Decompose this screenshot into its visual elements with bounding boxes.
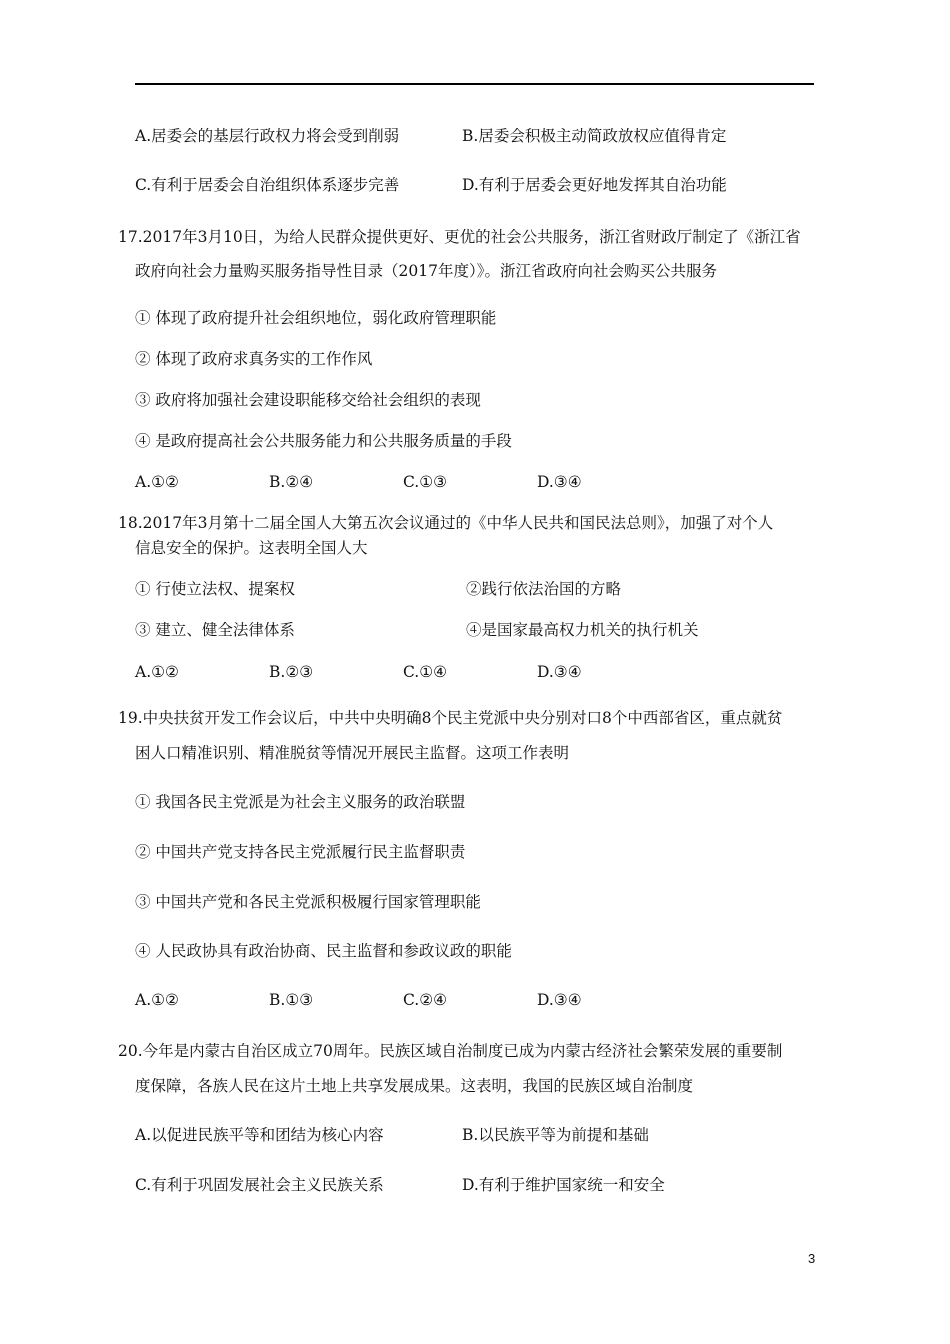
q20-option-a: A.以促进民族平等和团结为核心内容 (135, 1126, 384, 1144)
q16-option-d: D.有利于居委会更好地发挥其自治功能 (462, 176, 727, 194)
q18-stem-line1: 18.2017年3月第十二届全国人大第五次会议通过的《中华人民共和国民法总则》，加强了对个人 (118, 514, 774, 532)
q17-stem-line2: 政府向社会力量购买服务指导性目录（2017年度）》。浙江省政府向社会购买公共服务 (135, 262, 717, 280)
q18-option-c: C.①④ (403, 663, 448, 681)
q17-item-2: ② 体现了政府求真务实的工作作风 (135, 350, 373, 368)
q18-item-3: ③ 建立、健全法律体系 (135, 621, 295, 639)
q20-stem-line1: 20.今年是内蒙古自治区成立70周年。民族区域自治制度已成为内蒙古经济社会繁荣发展的重要制 (118, 1042, 783, 1060)
q17-item-3: ③ 政府将加强社会建设职能移交给社会组织的表现 (135, 391, 481, 409)
page-number: 3 (808, 1251, 816, 1266)
q20-option-c: C.有利于巩固发展社会主义民族关系 (135, 1176, 384, 1194)
q18-option-d: D.③④ (537, 663, 582, 681)
q18-option-a: A.①② (135, 663, 179, 681)
q17-option-a: A.①② (135, 473, 179, 491)
q16-option-c: C.有利于居委会自治组织体系逐步完善 (135, 176, 400, 194)
q18-item-4: ④是国家最高权力机关的执行机关 (466, 621, 699, 639)
q20-option-d: D.有利于维护国家统一和安全 (462, 1176, 665, 1194)
q17-option-d: D.③④ (537, 473, 582, 491)
q19-item-2: ② 中国共产党支持各民主党派履行民主监督职责 (135, 843, 466, 861)
q19-item-3: ③ 中国共产党和各民主党派积极履行国家管理职能 (135, 893, 481, 911)
q20-option-b: B.以民族平等为前提和基础 (462, 1126, 649, 1144)
q19-option-c: C.②④ (403, 991, 448, 1009)
q19-option-b: B.①③ (269, 991, 314, 1009)
q17-item-1: ① 体现了政府提升社会组织地位，弱化政府管理职能 (135, 309, 497, 327)
q16-option-a: A.居委会的基层行政权力将会受到削弱 (135, 127, 400, 145)
q18-item-2: ②践行依法治国的方略 (466, 580, 622, 598)
q18-option-b: B.②③ (269, 663, 314, 681)
q19-stem-line2: 困人口精准识别、精准脱贫等情况开展民主监督。这项工作表明 (135, 744, 570, 762)
q18-stem-line2: 信息安全的保护。这表明全国人大 (135, 539, 368, 557)
q19-item-1: ① 我国各民主党派是为社会主义服务的政治联盟 (135, 793, 466, 811)
q19-stem-line1: 19.中央扶贫开发工作会议后，中共中央明确8个民主党派中央分别对口8个中西部省区，重点就贫 (118, 709, 783, 727)
q17-option-b: B.②④ (269, 473, 314, 491)
header-rule (135, 83, 814, 85)
q19-option-d: D.③④ (537, 991, 582, 1009)
q16-option-b: B.居委会积极主动简政放权应值得肯定 (462, 127, 727, 145)
q19-item-4: ④ 人民政协具有政治协商、民主监督和参政议政的职能 (135, 942, 512, 960)
q17-item-4: ④ 是政府提高社会公共服务能力和公共服务质量的手段 (135, 432, 512, 450)
q17-option-c: C.①③ (403, 473, 448, 491)
q20-stem-line2: 度保障，各族人民在这片土地上共享发展成果。这表明，我国的民族区域自治制度 (135, 1077, 694, 1095)
q19-option-a: A.①② (135, 991, 179, 1009)
q18-item-1: ① 行使立法权、提案权 (135, 580, 295, 598)
q17-stem-line1: 17.2017年3月10日，为给人民群众提供更好、更优的社会公共服务，浙江省财政厅制定了《浙江省 (118, 228, 801, 246)
